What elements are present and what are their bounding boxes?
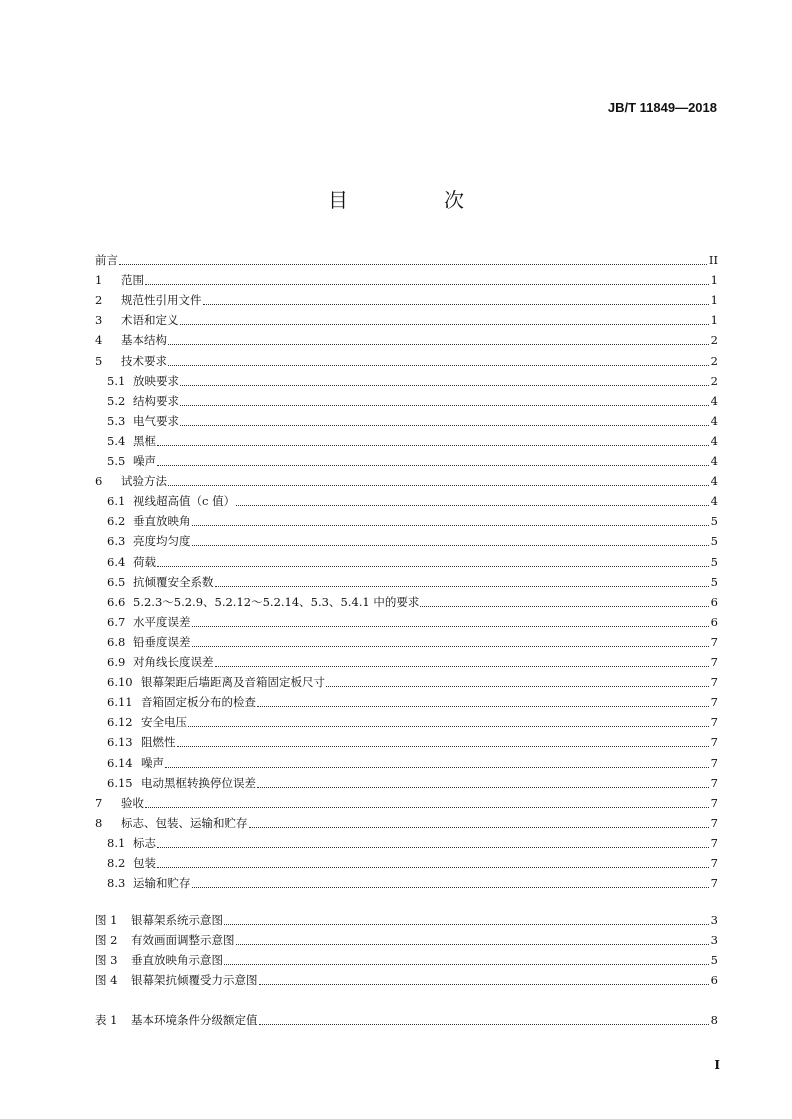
dot-leader (236, 503, 709, 506)
dot-leader (180, 322, 709, 325)
toc-entry-page: 7 (710, 775, 718, 790)
dot-leader (119, 262, 707, 265)
toc-entry[interactable] (107, 755, 718, 771)
toc-entry-number: 6.2 (107, 514, 126, 529)
toc-entry-number: 6.15 (107, 775, 133, 790)
toc-entry-title: 银幕架距后墙距离及音箱固定板尺寸 (141, 675, 325, 690)
toc-entry[interactable] (107, 533, 718, 549)
toc-entry-number: 6.6 (107, 594, 126, 609)
toc-entry-title: 视线超高值（c 值） (133, 494, 236, 509)
dot-leader (236, 942, 709, 945)
toc-entry-title: 技术要求 (121, 353, 167, 368)
toc-entry-title: 范围 (121, 273, 144, 288)
toc-entry-title: 放映要求 (133, 373, 179, 388)
dot-leader (180, 423, 709, 426)
toc-entry-number: 8 (95, 815, 103, 830)
toc-entry-page: II (708, 253, 718, 267)
toc-entry-page: 6 (710, 594, 718, 609)
toc-entry-number: 6.12 (107, 715, 133, 730)
toc-entry-number: 5.2 (107, 393, 126, 408)
toc-entry-page: 6 (710, 973, 718, 987)
toc-entry-page: 4 (710, 474, 718, 489)
toc-entry-page: 5 (710, 534, 718, 549)
dot-leader (165, 765, 709, 768)
toc-entry-page: 5 (710, 953, 718, 967)
dot-leader (224, 922, 709, 925)
toc-entry-number: 6.10 (107, 675, 133, 690)
toc-entry[interactable] (107, 835, 718, 851)
dot-leader (168, 363, 709, 366)
page-title: 目 次 (328, 188, 502, 212)
toc-entry-page: 4 (710, 393, 718, 408)
toc-entry-page: 2 (710, 353, 718, 368)
toc-entry-number: 4 (95, 333, 103, 348)
toc-entry-title: 黑框 (133, 433, 156, 448)
toc-entry-title: 验收 (121, 795, 144, 810)
dot-leader (215, 584, 709, 587)
toc-entry-title: 电动黑框转换停位误差 (141, 775, 256, 790)
toc-entry[interactable] (107, 554, 718, 570)
toc-entry-title: 抗倾覆安全系数 (133, 574, 214, 589)
toc-entry-number: 8.2 (107, 856, 126, 870)
toc-entry-number: 8.3 (107, 876, 126, 891)
toc-entry-title: 垂直放映角示意图 (131, 953, 223, 967)
toc-entry-title: 噪声 (141, 755, 164, 770)
toc-entry-title: 有效画面调整示意图 (131, 933, 235, 947)
dot-leader (188, 724, 709, 727)
toc-entry[interactable] (95, 815, 718, 831)
toc-entry-number: 6 (95, 474, 103, 489)
dot-leader (180, 403, 709, 406)
toc-entry-page: 3 (710, 933, 718, 947)
toc-entry-number: 6.5 (107, 574, 126, 589)
toc-entry-number: 8.1 (107, 835, 126, 850)
toc-entry[interactable] (95, 795, 718, 811)
toc-entry[interactable] (107, 875, 718, 891)
toc-entry-number: 5.5 (107, 454, 126, 468)
toc-entry-page: 2 (710, 333, 718, 348)
toc-entry-number: 表 1 (95, 1013, 118, 1027)
toc-entry-title: 包装 (133, 856, 156, 870)
toc-entry[interactable] (107, 433, 718, 449)
dot-leader (224, 962, 709, 965)
toc-entry-title: 银幕架系统示意图 (131, 913, 223, 927)
toc-entry-title: 水平度误差 (133, 614, 191, 629)
dot-leader (157, 564, 709, 567)
toc-entry-title: 垂直放映角 (133, 514, 191, 529)
toc-entry[interactable] (95, 312, 718, 328)
toc-entry-page: 7 (710, 755, 718, 770)
dot-leader (157, 443, 709, 446)
toc-entry-title: 铅垂度误差 (133, 634, 191, 649)
toc-entry-number: 6.9 (107, 655, 126, 669)
toc-entry-number: 图 3 (95, 953, 118, 967)
toc-entry-page: 1 (710, 313, 718, 328)
toc-entry-number: 5 (95, 353, 103, 368)
dot-leader (180, 383, 709, 386)
dot-leader (215, 664, 709, 667)
toc-entry[interactable] (95, 952, 718, 968)
toc-entry-number: 图 1 (95, 913, 118, 927)
toc-entry[interactable] (95, 473, 718, 489)
toc-entry-page: 7 (710, 876, 718, 891)
toc-entry-page: 3 (710, 913, 718, 927)
toc-entry-title: 音箱固定板分布的检查 (141, 695, 256, 710)
toc-entry-page: 4 (710, 494, 718, 509)
toc-entry-title: 术语和定义 (121, 313, 179, 328)
dot-leader (192, 624, 709, 627)
dot-leader (192, 523, 709, 526)
dot-leader (157, 865, 709, 868)
toc-entry-page: 8 (710, 1013, 718, 1027)
dot-leader (177, 744, 709, 747)
toc-entry-number: 6.14 (107, 755, 133, 770)
toc-entry[interactable] (95, 292, 718, 308)
dot-leader (168, 483, 709, 486)
toc-entry[interactable] (95, 932, 718, 948)
toc-entry-page: 7 (710, 715, 718, 730)
dot-leader (145, 805, 709, 808)
dot-leader (257, 785, 709, 788)
toc-entry-page: 7 (710, 835, 718, 850)
toc-entry-number: 3 (95, 313, 103, 328)
toc-entry[interactable] (107, 493, 718, 509)
toc-entry-page: 7 (710, 815, 718, 830)
toc-entry-number: 5.4 (107, 433, 126, 448)
toc-entry-number: 1 (95, 273, 103, 288)
toc-entry-page: 7 (710, 735, 718, 750)
toc-entry-title: 标志 (133, 835, 156, 850)
toc-entry-title: 标志、包装、运输和贮存 (121, 815, 248, 830)
toc-entry-page: 4 (710, 413, 718, 428)
toc-entry-number: 2 (95, 293, 103, 308)
toc-entry-title: 亮度均匀度 (133, 534, 191, 549)
toc-entry-title: 结构要求 (133, 393, 179, 408)
toc-entry-number: 6.13 (107, 735, 133, 750)
toc-entry-title: 基本结构 (121, 333, 167, 348)
dot-leader (259, 1022, 709, 1025)
toc-entry-page: 7 (710, 675, 718, 690)
toc-entry-title: 安全电压 (141, 715, 187, 730)
toc-entry-title: 规范性引用文件 (121, 293, 202, 308)
toc-entry[interactable] (107, 714, 718, 730)
dot-leader (420, 604, 708, 607)
toc-entry[interactable] (107, 694, 718, 710)
toc-entry-title: 运输和贮存 (133, 876, 191, 891)
dot-leader (192, 543, 709, 546)
toc-entry[interactable] (107, 574, 718, 590)
toc-entry[interactable] (95, 252, 718, 268)
toc-entry[interactable] (107, 594, 718, 610)
toc-entry-title: 荷载 (133, 554, 156, 569)
dot-leader (249, 825, 709, 828)
toc-entry[interactable] (107, 393, 718, 409)
dot-leader (326, 684, 709, 687)
toc-entry-title: 试验方法 (121, 474, 167, 489)
dot-leader (257, 704, 709, 707)
toc-entry-page: 7 (710, 856, 718, 870)
page-number: I (714, 1058, 720, 1072)
toc-entry-page: 7 (710, 634, 718, 649)
toc-entry[interactable] (107, 634, 718, 650)
toc-entry-title: 银幕架抗倾覆受力示意图 (131, 973, 258, 987)
toc-entry-title: 电气要求 (133, 413, 179, 428)
toc-entry[interactable] (107, 855, 718, 871)
toc-entry-page: 7 (710, 795, 718, 810)
toc-entry-number: 6.11 (107, 695, 133, 710)
toc-entry-number: 5.1 (107, 373, 126, 388)
toc-entry-page: 1 (710, 273, 718, 288)
toc-entry-page: 6 (710, 614, 718, 629)
toc-entry-title: 对角线长度误差 (133, 655, 214, 669)
toc-entry-number: 7 (95, 795, 103, 810)
toc-entry[interactable] (95, 1012, 718, 1028)
toc-entry-page: 5 (710, 514, 718, 529)
toc-entry[interactable] (107, 775, 718, 791)
toc-entry-number: 6.3 (107, 534, 126, 549)
toc-entry-number: 6.1 (107, 494, 126, 509)
toc-entry-title: 基本环境条件分级额定值 (131, 1013, 258, 1027)
toc-entry[interactable] (107, 734, 718, 750)
dot-leader (192, 885, 709, 888)
toc-entry[interactable] (95, 332, 718, 348)
toc-entry-number: 6.8 (107, 634, 126, 649)
toc-entry[interactable] (95, 353, 718, 369)
dot-leader (168, 342, 709, 345)
dot-leader (259, 982, 709, 985)
toc-entry[interactable] (107, 413, 718, 429)
toc-entry-page: 4 (710, 454, 718, 468)
standard-code: JB/T 11849—2018 (607, 100, 717, 115)
toc-entry[interactable] (107, 513, 718, 529)
toc-entry[interactable] (95, 972, 718, 988)
toc-entry-page: 4 (710, 433, 718, 448)
toc-entry-page: 5 (710, 574, 718, 589)
toc-entry-title: 阻燃性 (141, 735, 176, 750)
toc-entry[interactable] (107, 674, 718, 690)
toc-entry[interactable] (107, 654, 718, 670)
toc-entry-title: 噪声 (133, 454, 156, 468)
dot-leader (192, 644, 709, 647)
toc-entry-number: 6.4 (107, 554, 126, 569)
dot-leader (203, 302, 709, 305)
dot-leader (157, 463, 709, 466)
toc-entry-number: 前言 (95, 253, 118, 267)
toc-entry[interactable] (95, 272, 718, 288)
toc-entry-number: 6.7 (107, 614, 126, 629)
toc-entry-page: 7 (710, 655, 718, 669)
toc-entry[interactable] (107, 614, 718, 630)
toc-entry-number: 图 2 (95, 933, 118, 947)
toc-entry-number: 5.3 (107, 413, 126, 428)
toc-entry[interactable] (107, 373, 718, 389)
toc-entry[interactable] (107, 453, 718, 469)
toc-entry-page: 1 (710, 293, 718, 308)
toc-entry-page: 5 (710, 554, 718, 569)
toc-entry-page: 7 (710, 695, 718, 710)
dot-leader (145, 282, 709, 285)
toc-entry-number: 图 4 (95, 973, 118, 987)
toc-entry[interactable] (95, 912, 718, 928)
toc-entry-title: 5.2.3～5.2.9、5.2.12～5.2.14、5.3、5.4.1 中的要求 (133, 594, 420, 609)
dot-leader (157, 845, 709, 848)
toc-entry-page: 2 (710, 373, 718, 388)
